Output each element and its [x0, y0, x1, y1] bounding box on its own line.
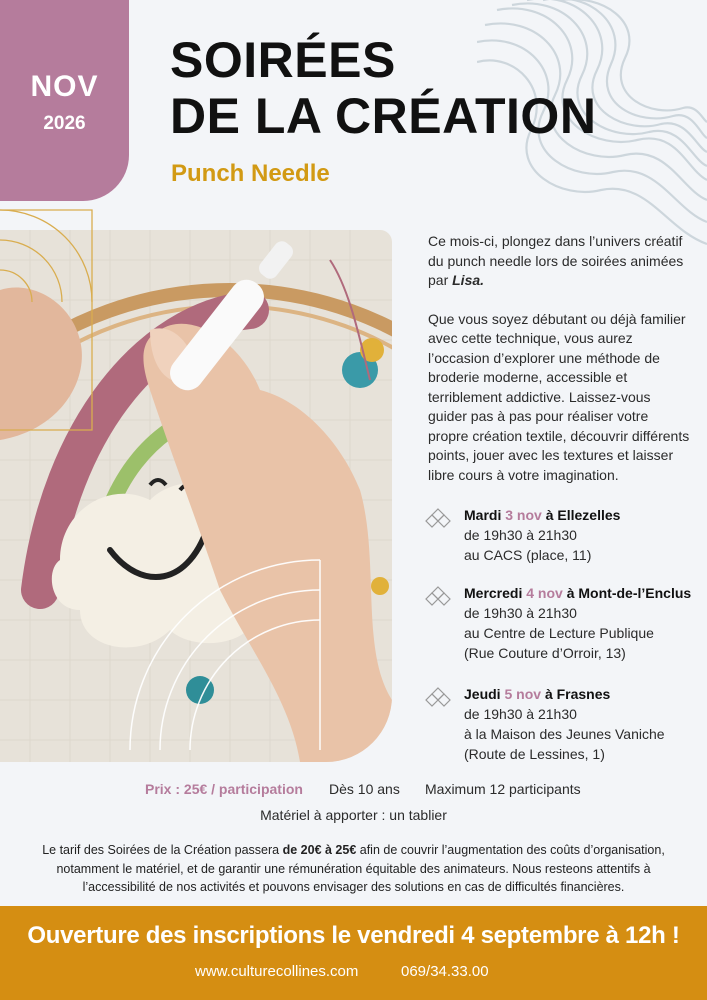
title-line-1: SOIRÉES — [170, 32, 396, 88]
month-badge — [0, 0, 129, 201]
session-venue: au CACS (place, 11) — [464, 547, 592, 563]
intro-paragraph-2: Que vous soyez débutant ou déjà familier avec cette technique, vous aurez l’occasion d’explorer une méthode de broderie moderne, accessible et terriblement addictive. Laissez-vous guider pas à pas pour réaliser votre propre création textile, découvrir différents points, jouer avec les textures et laisser libre cours à votre imagination. — [428, 310, 690, 483]
punch-needle-photo — [0, 230, 392, 762]
diamond-cluster-icon — [424, 585, 452, 613]
month-label: NOV — [30, 70, 99, 103]
session-date: 5 nov — [504, 686, 542, 702]
max-participants-label: Maximum 12 participants — [425, 781, 581, 797]
animator-name: Lisa. — [452, 272, 485, 288]
price-note: Le tarif des Soirées de la Création passera de 20€ à 25€ afin de couvrir l’augmentation des coûts d’organisation, notamment le matériel, et de garantir une rémunération équitable des animateurs. Nous resteons attentifs à l’accessibilité de nos activités et pouvons envisager des solutions en cas de difficultés financières. — [42, 843, 665, 894]
age-label: Dès 10 ans — [329, 781, 400, 797]
session-address: (Rue Couture d’Orroir, 13) — [464, 645, 626, 661]
session-place: à Mont-de-l’Enclus — [566, 585, 692, 601]
page-title — [170, 32, 596, 144]
website-link[interactable]: www.culturecollines.com — [195, 963, 359, 980]
session-time: de 19h30 à 21h30 — [464, 706, 577, 722]
phone-number[interactable]: 069/34.33.00 — [401, 963, 489, 980]
session-date: 3 nov — [505, 507, 542, 523]
diamond-cluster-icon — [424, 507, 452, 535]
session-day: Jeudi — [464, 686, 501, 702]
intro-text — [428, 232, 690, 504]
session-time: de 19h30 à 21h30 — [464, 527, 577, 543]
session-day: Mardi — [464, 507, 502, 523]
diamond-cluster-icon — [424, 686, 452, 714]
price-change: de 20€ à 25€ — [282, 843, 357, 857]
session-address: (Route de Lessines, 1) — [464, 746, 605, 762]
subtitle: Punch Needle — [171, 160, 330, 187]
session-place: à Frasnes — [544, 686, 611, 702]
intro-paragraph-1: Ce mois-ci, plongez dans l’univers créatif du punch needle lors de soirées animées par Lisa. — [428, 233, 684, 288]
session-place: à Ellezelles — [545, 507, 621, 523]
session-day: Mercredi — [464, 585, 523, 601]
session-venue: au Centre de Lecture Publique — [464, 625, 654, 641]
year-label: 2026 — [43, 113, 86, 134]
footer-banner — [0, 906, 707, 1000]
session-date: 4 nov — [526, 585, 563, 601]
price-label: Prix : 25€ / participation — [145, 781, 303, 797]
materiel-label: Matériel à apporter : un tablier — [260, 807, 447, 823]
session-time: de 19h30 à 21h30 — [464, 605, 577, 621]
title-line-2: DE LA CRÉATION — [170, 88, 597, 144]
registration-headline: Ouverture des inscriptions le vendredi 4 septembre à 12h ! — [27, 922, 680, 949]
session-venue: à la Maison des Jeunes Vaniche — [464, 726, 665, 742]
